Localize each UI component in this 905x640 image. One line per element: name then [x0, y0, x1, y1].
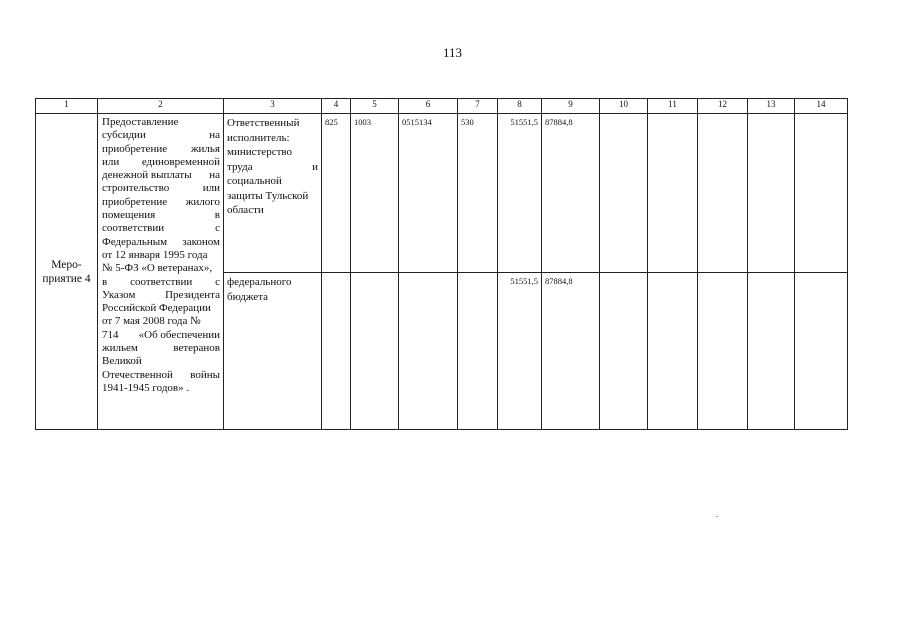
- text-line: [102, 196, 220, 209]
- column-header: 12: [698, 99, 748, 114]
- cell-c5: 1003: [351, 114, 399, 273]
- text-word: Федеральным: [102, 235, 168, 248]
- text-word: законом: [182, 235, 220, 248]
- text-word: на: [209, 169, 220, 182]
- column-header: 9: [542, 99, 600, 114]
- cell-c12: [698, 273, 748, 430]
- page-number: 113: [442, 45, 463, 60]
- text-line: [102, 169, 220, 182]
- text-line: [102, 116, 220, 129]
- text-word: Предоставление: [102, 116, 179, 128]
- text-line: [102, 342, 220, 355]
- text-word: исполнитель:: [227, 131, 290, 144]
- activity-label-cell: [36, 114, 98, 430]
- text-word: с: [215, 275, 220, 288]
- responsible-cell: [224, 114, 322, 273]
- text-word: 714: [102, 328, 119, 341]
- cell-c10: [600, 114, 648, 273]
- text-line: [227, 131, 318, 146]
- text-word: Великой: [102, 355, 142, 368]
- text-line: [102, 276, 220, 289]
- text-word: 1941-1945 годов» .: [102, 381, 190, 394]
- column-header: 6: [399, 99, 458, 114]
- activity-label-line: Меро-: [51, 258, 82, 271]
- cell-c9: 87884,8: [542, 273, 600, 430]
- cell-c11: [648, 273, 698, 430]
- cell-c5: [351, 273, 399, 430]
- text-line: [102, 236, 220, 249]
- text-word: социальной: [227, 175, 282, 187]
- text-word: бюджета: [227, 290, 269, 303]
- cell-c11: [648, 114, 698, 273]
- text-line: [102, 262, 220, 275]
- text-word: субсидии: [102, 129, 146, 142]
- text-word: Президента: [165, 288, 220, 301]
- column-header: 4: [322, 99, 351, 114]
- cell-c12: [698, 114, 748, 273]
- text-word: единовременной: [141, 155, 220, 168]
- text-word: от 12 января 1995 года: [102, 248, 208, 261]
- column-header: 10: [600, 99, 648, 114]
- text-word: области: [227, 204, 264, 216]
- text-word: в: [102, 275, 108, 288]
- text-line: [227, 203, 318, 218]
- column-header: 11: [648, 99, 698, 114]
- text-word: «Об обеспечении: [138, 328, 220, 341]
- text-line: [102, 355, 220, 368]
- text-line: [227, 290, 318, 305]
- column-header: 14: [795, 99, 848, 114]
- scan-speck: [716, 516, 718, 517]
- text-line: [227, 174, 318, 189]
- text-word: с: [215, 222, 220, 235]
- text-word: или: [102, 155, 120, 168]
- responsible-cell: [224, 273, 322, 430]
- cell-c4: 825: [322, 114, 351, 273]
- text-line: [227, 189, 318, 204]
- text-word: на: [209, 129, 220, 142]
- text-line: [102, 369, 220, 382]
- cell-c13: [748, 273, 795, 430]
- text-word: Указом: [102, 288, 136, 301]
- text-word: жильем: [102, 342, 138, 355]
- cell-c7: 530: [458, 114, 498, 273]
- text-word: № 5-ФЗ «О ветеранах»,: [102, 262, 213, 275]
- text-line: [102, 143, 220, 156]
- text-line: [102, 249, 220, 262]
- column-header: 2: [98, 99, 224, 114]
- text-word: труда: [227, 160, 253, 173]
- text-line: [102, 156, 220, 169]
- text-word: соответствии: [102, 222, 165, 235]
- text-word: приобретение: [102, 142, 168, 155]
- cell-c14: [795, 114, 848, 273]
- text-word: от 7 мая 2008 года №: [102, 315, 201, 328]
- cell-c8: 51551,5: [498, 114, 542, 273]
- text-word: федерального: [227, 276, 292, 288]
- column-header: 7: [458, 99, 498, 114]
- program-table: [35, 98, 848, 430]
- text-line: [102, 302, 220, 315]
- text-word: министерство: [227, 146, 293, 158]
- activity-description: [102, 116, 220, 395]
- text-word: ветеранов: [173, 342, 220, 355]
- responsible-text: [227, 116, 318, 218]
- text-line: [227, 145, 318, 160]
- cell-c9: 87884,8: [542, 114, 600, 273]
- column-header: 5: [351, 99, 399, 114]
- text-line: [102, 382, 220, 395]
- column-header: 13: [748, 99, 795, 114]
- text-word: и: [312, 160, 318, 173]
- column-header: 8: [498, 99, 542, 114]
- activity-label-line: приятие 4: [42, 272, 91, 285]
- column-header: 1: [36, 99, 98, 114]
- text-line: [102, 315, 220, 328]
- text-line: [102, 329, 220, 342]
- text-word: Ответственный: [227, 117, 300, 129]
- text-line: [227, 160, 318, 175]
- text-line: [227, 275, 318, 290]
- cell-c10: [600, 273, 648, 430]
- text-line: [102, 182, 220, 195]
- text-word: строительство: [102, 182, 170, 195]
- text-word: защиты Тульской: [227, 189, 309, 202]
- cell-c7: [458, 273, 498, 430]
- text-word: приобретение: [102, 195, 168, 208]
- cell-c14: [795, 273, 848, 430]
- text-word: или: [202, 182, 220, 195]
- cell-c4: [322, 273, 351, 430]
- text-word: соответствии: [130, 275, 193, 288]
- text-word: Российской Федерации: [102, 302, 211, 315]
- text-word: жилого: [185, 195, 220, 208]
- text-word: помещения: [102, 209, 156, 222]
- text-word: денежной выплаты: [102, 169, 192, 182]
- text-line: [227, 116, 318, 131]
- text-line: [102, 289, 220, 302]
- header-row: [36, 99, 848, 114]
- text-word: Отечественной: [102, 368, 173, 381]
- column-header: 3: [224, 99, 322, 114]
- text-word: жилья: [190, 142, 220, 155]
- activity-description-cell: [98, 114, 224, 430]
- text-line: [102, 209, 220, 222]
- text-word: в: [214, 209, 220, 222]
- cell-c8: 51551,5: [498, 273, 542, 430]
- text-word: войны: [190, 368, 220, 381]
- text-line: [102, 129, 220, 142]
- text-line: [102, 222, 220, 235]
- responsible-text: [227, 275, 318, 304]
- table-row: [36, 114, 848, 273]
- cell-c13: [748, 114, 795, 273]
- cell-c6: 0515134: [399, 114, 458, 273]
- cell-c6: [399, 273, 458, 430]
